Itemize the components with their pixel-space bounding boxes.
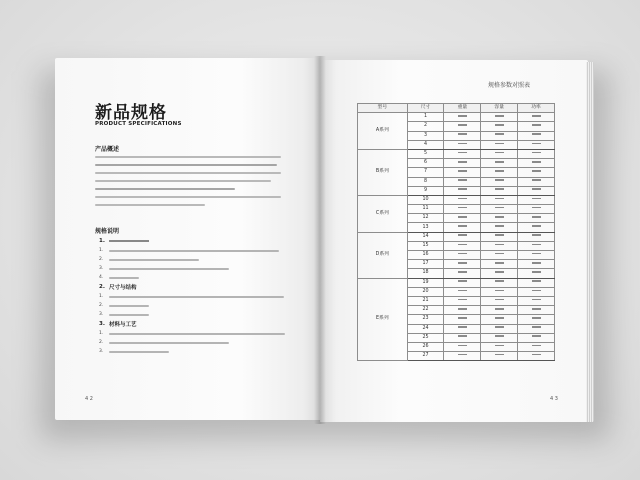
table-row (358, 232, 555, 241)
cell-value-mark (532, 308, 541, 310)
cell-value-mark (532, 299, 541, 301)
list-item: 2. (99, 301, 289, 310)
table-cell (444, 205, 481, 214)
cell-value-mark (458, 253, 467, 255)
list-item: 2. (99, 255, 289, 264)
cell-value-mark (532, 143, 541, 145)
table-cell (444, 122, 481, 131)
cell-value-mark (458, 207, 467, 209)
table-cell (518, 131, 555, 140)
table-cell (481, 342, 518, 351)
table-cell (444, 278, 481, 287)
table-cell (481, 140, 518, 149)
cell-value-mark (532, 124, 541, 126)
table-cell (518, 315, 555, 324)
group-label-cell: B系列 (358, 149, 408, 195)
table-cell (444, 223, 481, 232)
overview-paragraph (95, 156, 283, 212)
table-cell (444, 149, 481, 158)
cell-value-mark (495, 124, 504, 126)
cell-value-mark (532, 253, 541, 255)
row-number-cell: 16 (407, 251, 444, 260)
page-edges (586, 62, 594, 422)
cell-value-mark (532, 317, 541, 319)
cell-value-mark (458, 335, 467, 337)
cell-value-mark (495, 262, 504, 264)
table-cell (518, 149, 555, 158)
cell-value-mark (532, 271, 541, 273)
row-number-cell: 15 (407, 241, 444, 250)
cell-value-mark (458, 345, 467, 347)
cell-value-mark (458, 225, 467, 227)
table-cell (518, 260, 555, 269)
table-cell (518, 306, 555, 315)
table-cell (481, 168, 518, 177)
group-label-cell: C系列 (358, 195, 408, 232)
table-cell (444, 269, 481, 278)
table-row (358, 149, 555, 158)
table-header-cell: 容量 (481, 104, 518, 113)
cell-value-mark (495, 335, 504, 337)
cell-value-mark (532, 133, 541, 135)
cell-value-mark (532, 335, 541, 337)
right-page (320, 60, 588, 422)
table-cell (518, 352, 555, 361)
row-number-cell: 22 (407, 306, 444, 315)
cell-value-mark (495, 299, 504, 301)
cell-value-mark (532, 326, 541, 328)
row-number-cell: 25 (407, 333, 444, 342)
row-number-cell: 17 (407, 260, 444, 269)
table-row (358, 113, 555, 122)
table-header-row (358, 104, 555, 113)
cell-value-mark (495, 253, 504, 255)
table-cell (518, 195, 555, 204)
table-cell (481, 278, 518, 287)
cell-value-mark (458, 188, 467, 190)
table-cell (518, 223, 555, 232)
table-cell (444, 186, 481, 195)
cell-value-mark (532, 198, 541, 200)
cell-value-mark (532, 179, 541, 181)
cell-value-mark (495, 198, 504, 200)
cell-value-mark (532, 280, 541, 282)
table-cell (481, 205, 518, 214)
cell-value-mark (532, 345, 541, 347)
table-cell (481, 232, 518, 241)
cell-value-mark (458, 179, 467, 181)
cell-value-mark (532, 152, 541, 154)
table-cell (481, 333, 518, 342)
cell-value-mark (532, 234, 541, 236)
cell-value-mark (532, 161, 541, 163)
row-number-cell: 6 (407, 159, 444, 168)
table-cell (444, 113, 481, 122)
table-cell (481, 177, 518, 186)
table-cell (444, 168, 481, 177)
table-cell (518, 324, 555, 333)
table-cell (518, 342, 555, 351)
cell-value-mark (495, 354, 504, 356)
page-number-right: 4 3 (550, 396, 558, 402)
table-cell (518, 241, 555, 250)
table-cell (518, 186, 555, 195)
table-cell (518, 251, 555, 260)
table-cell (518, 113, 555, 122)
cell-value-mark (495, 244, 504, 246)
table-cell (444, 232, 481, 241)
table-cell (481, 269, 518, 278)
cell-value-mark (495, 317, 504, 319)
row-number-cell: 11 (407, 205, 444, 214)
cell-value-mark (495, 345, 504, 347)
list-item: 3. (99, 310, 289, 319)
table-header-cell: 功率 (518, 104, 555, 113)
table-cell (481, 315, 518, 324)
cell-value-mark (495, 133, 504, 135)
table-row (358, 278, 555, 287)
row-number-cell: 23 (407, 315, 444, 324)
book-gutter (314, 56, 326, 424)
cell-value-mark (495, 170, 504, 172)
document-subtitle: PRODUCT SPECIFICATIONS (95, 121, 182, 127)
cell-value-mark (458, 161, 467, 163)
row-number-cell: 3 (407, 131, 444, 140)
cell-value-mark (495, 179, 504, 181)
cell-value-mark (495, 115, 504, 117)
cell-value-mark (458, 124, 467, 126)
cell-value-mark (532, 354, 541, 356)
cell-value-mark (458, 133, 467, 135)
row-number-cell: 9 (407, 186, 444, 195)
cell-value-mark (495, 308, 504, 310)
table-cell (518, 205, 555, 214)
row-number-cell: 7 (407, 168, 444, 177)
document-title: 新品规格 (95, 103, 167, 123)
table-cell (518, 232, 555, 241)
cell-value-mark (532, 207, 541, 209)
cell-value-mark (458, 244, 467, 246)
table-cell (481, 186, 518, 195)
table-cell (481, 159, 518, 168)
table-cell (518, 159, 555, 168)
row-number-cell: 5 (407, 149, 444, 158)
table-cell (444, 140, 481, 149)
cell-value-mark (458, 262, 467, 264)
list-item: 1. (99, 246, 289, 255)
row-number-cell: 12 (407, 214, 444, 223)
list-item: 1. (99, 329, 289, 338)
cell-value-mark (495, 161, 504, 163)
left-page (55, 58, 320, 420)
cell-value-mark (458, 280, 467, 282)
row-number-cell: 19 (407, 278, 444, 287)
cell-value-mark (458, 317, 467, 319)
cell-value-mark (458, 308, 467, 310)
list-item: 3. (99, 264, 289, 273)
spec-list (99, 236, 289, 356)
row-number-cell: 26 (407, 342, 444, 351)
table-cell (481, 260, 518, 269)
table-cell (518, 333, 555, 342)
cell-value-mark (495, 280, 504, 282)
cell-value-mark (495, 271, 504, 273)
cell-value-mark (495, 143, 504, 145)
table-cell (444, 195, 481, 204)
table-cell (518, 177, 555, 186)
row-number-cell: 8 (407, 177, 444, 186)
cell-value-mark (532, 170, 541, 172)
cell-value-mark (495, 152, 504, 154)
table-row (358, 195, 555, 204)
cell-value-mark (495, 216, 504, 218)
cell-value-mark (495, 188, 504, 190)
table-caption: 规格参数对照表 (488, 82, 531, 89)
table-cell (444, 260, 481, 269)
row-number-cell: 13 (407, 223, 444, 232)
table-cell (481, 214, 518, 223)
table-cell (518, 214, 555, 223)
table-cell (444, 159, 481, 168)
table-cell (444, 315, 481, 324)
row-number-cell: 27 (407, 352, 444, 361)
table-cell (444, 324, 481, 333)
row-number-cell: 4 (407, 140, 444, 149)
table-cell (481, 122, 518, 131)
table-cell (444, 131, 481, 140)
page-number-left: 4 2 (85, 396, 93, 402)
row-number-cell: 20 (407, 287, 444, 296)
section-heading-specs: 规格说明 (95, 228, 120, 235)
table-header-cell: 尺寸 (407, 104, 444, 113)
table-cell (444, 251, 481, 260)
table-cell (481, 324, 518, 333)
table-cell (481, 306, 518, 315)
list-item: 1. (99, 292, 289, 301)
section-heading-overview: 产品概述 (95, 146, 120, 153)
row-number-cell: 18 (407, 269, 444, 278)
list-subheading-3: 3. 材料与工艺 (99, 321, 137, 328)
row-number-cell: 21 (407, 296, 444, 305)
cell-value-mark (458, 299, 467, 301)
table-cell (481, 113, 518, 122)
cell-value-mark (495, 290, 504, 292)
table-cell (518, 278, 555, 287)
cell-value-mark (532, 225, 541, 227)
group-label-cell: A系列 (358, 113, 408, 150)
table-cell (481, 223, 518, 232)
list-item: 2. (99, 338, 289, 347)
list-item: 3. (99, 347, 289, 356)
cell-value-mark (458, 198, 467, 200)
cell-value-mark (458, 152, 467, 154)
cell-value-mark (458, 115, 467, 117)
row-number-cell: 24 (407, 324, 444, 333)
row-number-cell: 10 (407, 195, 444, 204)
table-cell (481, 352, 518, 361)
list-item: 4. (99, 273, 289, 282)
group-label-cell: E系列 (358, 278, 408, 361)
cell-value-mark (458, 170, 467, 172)
table-cell (444, 177, 481, 186)
row-number-cell: 14 (407, 232, 444, 241)
spec-table (357, 103, 555, 361)
row-number-cell: 2 (407, 122, 444, 131)
list-subheading-2: 2. 尺寸与结构 (99, 284, 137, 291)
table-cell (444, 333, 481, 342)
table-cell (444, 306, 481, 315)
cell-value-mark (532, 115, 541, 117)
table-cell (481, 251, 518, 260)
cell-value-mark (495, 225, 504, 227)
table-header-cell: 型号 (358, 104, 408, 113)
table-cell (481, 131, 518, 140)
cell-value-mark (495, 207, 504, 209)
cell-value-mark (532, 244, 541, 246)
table-cell (444, 296, 481, 305)
table-cell (481, 241, 518, 250)
table-cell (518, 269, 555, 278)
table-cell (481, 195, 518, 204)
table-cell (481, 149, 518, 158)
group-label-cell: D系列 (358, 232, 408, 278)
table-cell (444, 214, 481, 223)
table-cell (444, 342, 481, 351)
cell-value-mark (495, 234, 504, 236)
table-header-cell: 重量 (444, 104, 481, 113)
table-cell (444, 241, 481, 250)
table-cell (481, 287, 518, 296)
cell-value-mark (458, 326, 467, 328)
cell-value-mark (458, 143, 467, 145)
cell-value-mark (458, 271, 467, 273)
cell-value-mark (532, 216, 541, 218)
table-cell (518, 296, 555, 305)
cell-value-mark (458, 354, 467, 356)
cell-value-mark (532, 188, 541, 190)
list-subheading-1: 1. (99, 236, 289, 246)
table-cell (518, 168, 555, 177)
row-number-cell: 1 (407, 113, 444, 122)
cell-value-mark (458, 234, 467, 236)
cell-value-mark (532, 290, 541, 292)
cell-value-mark (495, 326, 504, 328)
table-cell (481, 296, 518, 305)
table-cell (518, 140, 555, 149)
cell-value-mark (532, 262, 541, 264)
table-cell (444, 352, 481, 361)
table-cell (518, 287, 555, 296)
cell-value-mark (458, 216, 467, 218)
table-cell (518, 122, 555, 131)
table-cell (444, 287, 481, 296)
cell-value-mark (458, 290, 467, 292)
